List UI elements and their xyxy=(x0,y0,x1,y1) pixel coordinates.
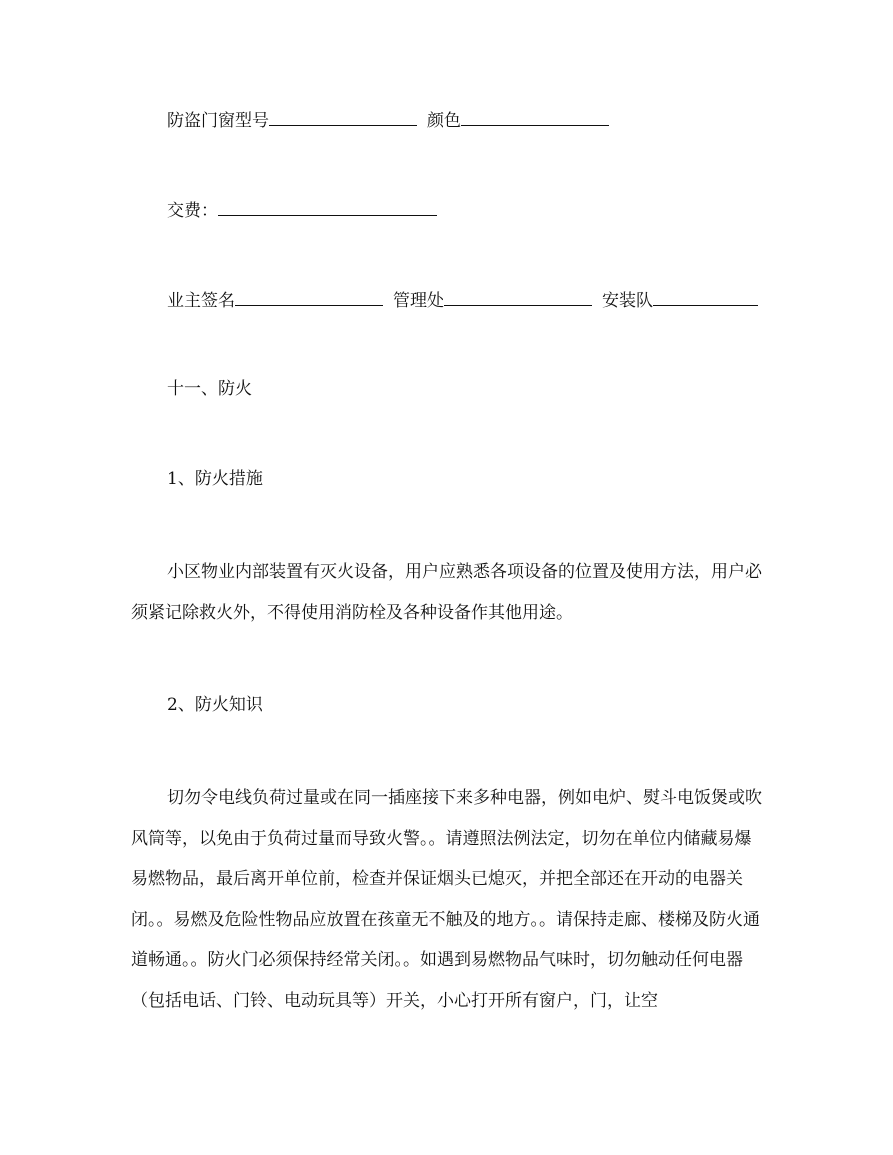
color-blank[interactable] xyxy=(461,109,609,126)
door-model-label: 防盗门窗型号 xyxy=(167,111,269,131)
management-label: 管理处 xyxy=(393,291,444,311)
fire-measures-paragraph: 小区物业内部装置有灭火设备，用户应熟悉各项设备的位置及使用方法，用户必须紧记除救火外，不得使用消防栓及各种设备作其他用途。 xyxy=(131,562,762,623)
management-blank[interactable] xyxy=(444,289,592,306)
color-label: 颜色 xyxy=(427,111,461,131)
fee-row xyxy=(167,199,437,221)
install-team-label: 安装队 xyxy=(602,291,653,311)
subheading-fire-knowledge: 2、防火知识 xyxy=(167,695,263,715)
fire-knowledge-paragraph: 切勿令电线负荷过量或在同一插座接下来多种电器，例如电炉、熨斗电饭煲或吹风筒等，以免由于负荷过量而导致火警。。请遵照法例法定，切勿在单位内储藏易爆易燃物品，最后离开单位前，检查并保证烟头已熄灭，并把全部还在开动的电器关闭。。易燃及危险性物品应放置在孩童无不触及的地方。。请保持走廊、楼梯及防火通道畅通。。防火门必须保持经常关闭。。如遇到易燃物品气味时，切勿触动任何电器（包括电话、门铃、电动玩具等）开关，小心打开所有窗户，门，让空 xyxy=(131,788,762,1011)
fee-blank[interactable] xyxy=(218,199,437,216)
owner-sign-label: 业主签名 xyxy=(167,291,235,311)
subheading-fire-measures: 1、防火措施 xyxy=(167,469,263,489)
fee-label: 交费： xyxy=(167,201,218,221)
install-team-blank[interactable] xyxy=(653,289,758,306)
signature-row xyxy=(167,289,758,311)
door-model-blank[interactable] xyxy=(269,109,417,126)
door-model-row xyxy=(167,109,609,131)
section-heading: 十一、防火 xyxy=(167,379,252,399)
owner-sign-blank[interactable] xyxy=(235,289,383,306)
